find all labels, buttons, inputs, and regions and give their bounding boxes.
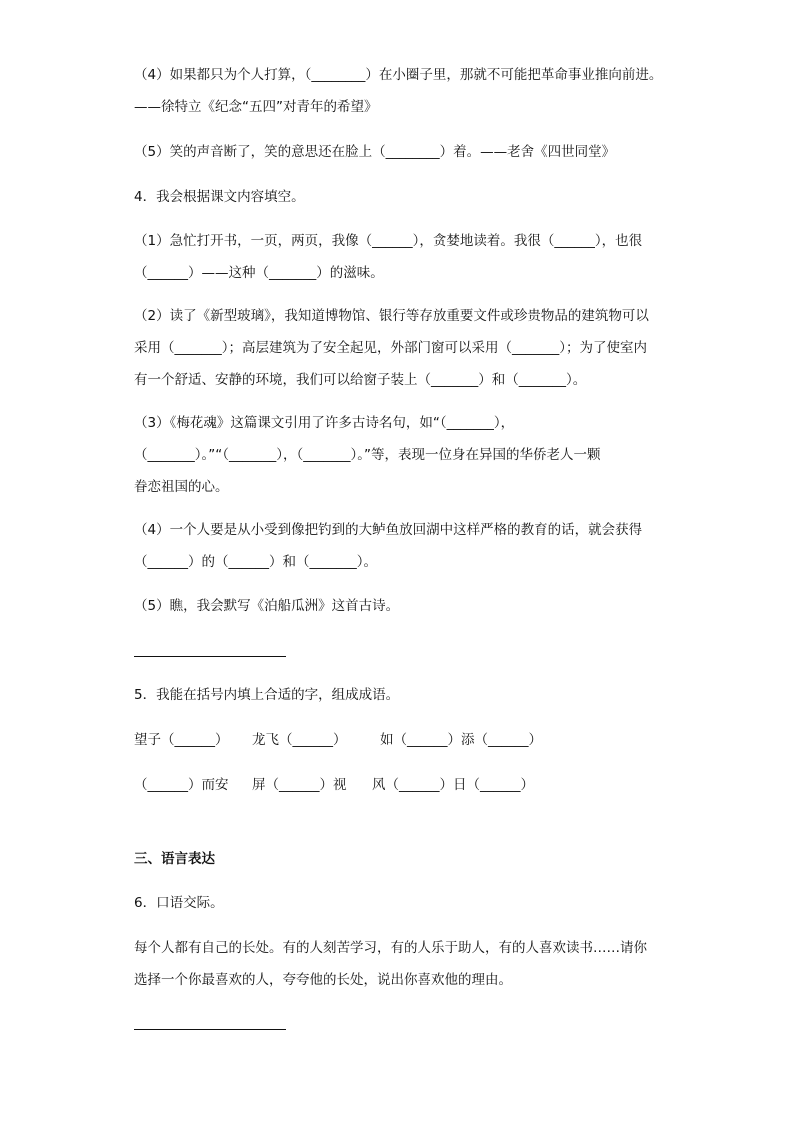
q4-item2-line3: 有一个舒适、安静的环境，我们可以给窗子装上（_______）和（_______）。 bbox=[134, 372, 587, 388]
q4-item4-line1: （4）一个人要是从小受到像把钓到的大鲈鱼放回湖中这样严格的教育的话，就会获得 bbox=[134, 522, 643, 538]
q5-idiom-3: 如（______）添（______） bbox=[380, 732, 542, 748]
q3-item5: （5）笑的声音断了，笑的意思还在脸上（________）着。——老舍《四世同堂》 bbox=[134, 144, 616, 160]
q5-idiom-4: （______）而安 bbox=[134, 777, 229, 793]
q3-item4-source: ——徐特立《纪念“五四”对青年的希望》 bbox=[134, 99, 378, 115]
q4-item2-line1: （2）读了《新型玻璃》，我知道博物馆、银行等存放重要文件或珍贵物品的建筑物可以 bbox=[134, 308, 649, 324]
q4-item4-line2: （______）的（______）和（_______）。 bbox=[134, 554, 377, 570]
q4-item1-line1: （1）急忙打开书，一页，两页，我像（______），贪婪地读着。我很（______），也很 bbox=[134, 233, 643, 249]
q6-title: 6．口语交际。 bbox=[134, 895, 224, 911]
q4-item2-line2: 采用（_______）；高层建筑为了安全起见，外部门窗可以采用（_______）；为了使室内 bbox=[134, 340, 647, 356]
q4-item3-line1: （3）《梅花魂》这篇课文引用了许多古诗名句，如“（_______）， bbox=[134, 415, 515, 431]
q5-idiom-6: 风（______）日（______） bbox=[372, 777, 534, 793]
q4-item3-line3: 眷恋祖国的心。 bbox=[134, 479, 229, 495]
q6-body-line2: 选择一个你最喜欢的人，夸夸他的长处，说出你喜欢他的理由。 bbox=[134, 972, 512, 988]
q6-answer-line[interactable] bbox=[134, 1029, 286, 1030]
q5-title: 5．我能在括号内填上合适的字，组成成语。 bbox=[134, 687, 400, 703]
q4-item3-line2: （_______）。”“（_______），（_______）。”等，表现一位身在异国的华侨老人一颗 bbox=[134, 447, 601, 463]
q5-idiom-2: 龙飞（______） bbox=[252, 732, 347, 748]
q5-idiom-1: 望子（______） bbox=[134, 732, 229, 748]
q4-item5: （5）瞧，我会默写《泊船瓜洲》这首古诗。 bbox=[134, 598, 400, 614]
q4-item1-line2: （______）——这种（_______）的滋味。 bbox=[134, 265, 384, 281]
section-3-heading: 三、语言表达 bbox=[134, 851, 215, 867]
q4-title: 4．我会根据课文内容填空。 bbox=[134, 189, 305, 205]
q6-body-line1: 每个人都有自己的长处。有的人刻苦学习，有的人乐于助人，有的人喜欢读书……请你 bbox=[134, 940, 647, 956]
q4-item5-answer-line[interactable] bbox=[134, 656, 286, 657]
q5-idiom-5: 屏（______）视 bbox=[252, 777, 347, 793]
q3-item4-line1: （4）如果都只为个人打算，（________）在小圈子里，那就不可能把革命事业推向前进。 bbox=[134, 67, 663, 83]
